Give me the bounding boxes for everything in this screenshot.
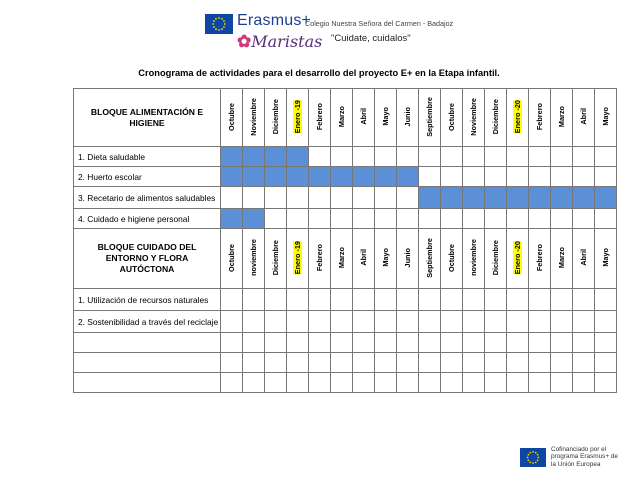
schedule-cell	[485, 353, 507, 373]
month-label: Febrero	[315, 243, 324, 272]
activity-row	[74, 147, 617, 167]
activity-label	[74, 333, 221, 353]
month-label: Enero -20	[513, 99, 522, 134]
month-header	[595, 229, 617, 289]
schedule-cell	[463, 167, 485, 187]
month-label: Abril	[359, 108, 368, 125]
schedule-cell	[551, 289, 573, 311]
schedule-cell	[485, 333, 507, 353]
schedule-cell	[397, 289, 419, 311]
schedule-cell	[529, 147, 551, 167]
month-label: Diciembre	[491, 98, 500, 135]
block-header-row	[74, 89, 617, 147]
schedule-cell	[221, 289, 243, 311]
month-label: Marzo	[337, 246, 346, 269]
schedule-cell	[265, 311, 287, 333]
schedule-cell	[573, 353, 595, 373]
schedule-cell	[419, 373, 441, 393]
schedule-cell	[595, 333, 617, 353]
schedule-cell	[485, 289, 507, 311]
month-header	[573, 89, 595, 147]
month-header	[441, 89, 463, 147]
month-label: Febrero	[315, 102, 324, 131]
month-label: Enero -19	[293, 99, 302, 134]
erasmus-logo-text: Erasmus+	[237, 12, 312, 29]
schedule-cell	[353, 209, 375, 229]
schedule-cell	[331, 209, 353, 229]
schedule-cell-active	[221, 167, 243, 187]
schedule-cell	[463, 353, 485, 373]
eu-flag-icon	[205, 14, 233, 34]
schedule-cell	[507, 311, 529, 333]
month-header	[353, 89, 375, 147]
schedule-cell	[265, 209, 287, 229]
month-header	[595, 89, 617, 147]
schedule-cell	[287, 333, 309, 353]
month-header	[265, 89, 287, 147]
month-label: Abril	[579, 249, 588, 266]
schedule-cell	[463, 373, 485, 393]
schedule-cell	[573, 147, 595, 167]
month-header	[507, 89, 529, 147]
schedule-cell	[507, 167, 529, 187]
schedule-cell	[551, 373, 573, 393]
month-label: Octubre	[227, 102, 236, 131]
schedule-cell	[441, 209, 463, 229]
schedule-cell	[397, 353, 419, 373]
schedule-cell	[331, 147, 353, 167]
schedule-cell	[309, 353, 331, 373]
month-label: Marzo	[557, 105, 566, 128]
activity-row	[74, 167, 617, 187]
schedule-cell	[419, 209, 441, 229]
schedule-cell	[221, 333, 243, 353]
schedule-cell	[287, 187, 309, 209]
schedule-cell	[551, 209, 573, 229]
schedule-cell	[551, 311, 573, 333]
schedule-cell	[243, 311, 265, 333]
schedule-cell	[529, 333, 551, 353]
month-header	[375, 229, 397, 289]
activity-label: 4. Cuidado e higiene personal	[74, 209, 221, 229]
activity-row	[74, 353, 617, 373]
month-header	[397, 89, 419, 147]
schedule-cell	[221, 353, 243, 373]
month-label: Marzo	[337, 105, 346, 128]
cofinanced-text: Cofinanciado por el programa Erasmus+ de la Unión Europea	[551, 446, 618, 468]
month-header	[265, 229, 287, 289]
schedule-cell	[331, 373, 353, 393]
activity-label: 2. Sostenibilidad a través del reciclaje	[74, 311, 221, 333]
schedule-cell	[419, 311, 441, 333]
month-header	[331, 229, 353, 289]
schedule-cell-active	[221, 209, 243, 229]
schedule-cell-active	[397, 167, 419, 187]
schedule-cell	[287, 209, 309, 229]
schedule-cell	[485, 373, 507, 393]
schedule-cell-active	[287, 167, 309, 187]
schedule-cell	[397, 147, 419, 167]
schedule-cell	[463, 289, 485, 311]
schedule-cell	[375, 373, 397, 393]
schedule-cell	[265, 289, 287, 311]
schedule-cell-active	[463, 187, 485, 209]
schedule-cell	[309, 289, 331, 311]
schedule-cell-active	[309, 167, 331, 187]
schedule-cell-active	[529, 187, 551, 209]
maristas-logo	[237, 32, 322, 52]
schedule-cell	[375, 333, 397, 353]
schedule-cell	[595, 147, 617, 167]
schedule-cell	[595, 373, 617, 393]
month-header	[397, 229, 419, 289]
schedule-cell	[287, 373, 309, 393]
schedule-cell	[287, 353, 309, 373]
month-header	[287, 89, 309, 147]
month-header	[353, 229, 375, 289]
schedule-cell	[243, 289, 265, 311]
schedule-cell-active	[221, 147, 243, 167]
schedule-cell	[463, 333, 485, 353]
schedule-cell	[529, 311, 551, 333]
month-label: Septiembre	[425, 96, 434, 137]
schedule-cell	[331, 353, 353, 373]
schedule-cell	[397, 311, 419, 333]
schedule-cell	[375, 353, 397, 373]
schedule-cell	[243, 353, 265, 373]
schedule-cell	[287, 311, 309, 333]
schedule-cell	[243, 373, 265, 393]
month-header	[287, 229, 309, 289]
schedule-cell-active	[595, 187, 617, 209]
schedule-cell	[595, 353, 617, 373]
month-label: Mayo	[601, 248, 610, 267]
month-label: Octubre	[447, 243, 456, 272]
schedule-cell	[243, 187, 265, 209]
maristas-mark-icon: ✿	[237, 32, 252, 52]
month-label: Junio	[403, 247, 412, 268]
month-header	[243, 89, 265, 147]
schedule-cell-active	[331, 167, 353, 187]
schedule-cell	[507, 209, 529, 229]
schedule-cell	[331, 311, 353, 333]
schedule-cell	[221, 373, 243, 393]
month-label: Enero -20	[513, 240, 522, 275]
schedule-cell	[331, 289, 353, 311]
schedule-cell	[507, 289, 529, 311]
schedule-cell	[573, 333, 595, 353]
schedule-cell	[463, 209, 485, 229]
schedule-cell	[309, 333, 331, 353]
schedule-cell	[441, 311, 463, 333]
schedule-cell	[573, 167, 595, 187]
block-title: BLOQUE CUIDADO DEL ENTORNO Y FLORA AUTÓCTONA	[74, 229, 221, 289]
activity-row	[74, 311, 617, 333]
schedule-cell	[419, 289, 441, 311]
schedule-cell	[397, 333, 419, 353]
schedule-cell	[309, 147, 331, 167]
schedule-cell	[419, 333, 441, 353]
month-header	[573, 229, 595, 289]
month-header	[485, 89, 507, 147]
month-header	[507, 229, 529, 289]
schedule-cell-active	[419, 187, 441, 209]
schedule-cell	[573, 311, 595, 333]
schedule-cell	[573, 289, 595, 311]
activity-label	[74, 373, 221, 393]
month-header	[419, 89, 441, 147]
month-label: Junio	[403, 106, 412, 127]
month-label: Octubre	[227, 243, 236, 272]
month-label: Mayo	[381, 248, 390, 267]
schedule-cell	[375, 187, 397, 209]
schedule-cell	[529, 289, 551, 311]
schedule-cell	[463, 147, 485, 167]
schedule-cell	[551, 333, 573, 353]
month-label: Noviembre	[249, 97, 258, 136]
schedule-cell	[221, 187, 243, 209]
schedule-cell-active	[573, 187, 595, 209]
schedule-cell	[265, 333, 287, 353]
schedule-table	[73, 88, 617, 393]
schedule-cell	[485, 209, 507, 229]
schedule-cell	[529, 209, 551, 229]
schedule-cell	[463, 311, 485, 333]
month-label: Diciembre	[271, 98, 280, 135]
month-label: Abril	[359, 249, 368, 266]
month-header	[463, 89, 485, 147]
schedule-cell	[507, 353, 529, 373]
schedule-cell	[595, 289, 617, 311]
page-title: Cronograma de actividades para el desarrollo del proyecto E+ en la Etapa infantil.	[138, 68, 500, 78]
activity-label: 3. Recetario de alimentos saludables	[74, 187, 221, 209]
month-label: Abril	[579, 108, 588, 125]
schedule-cell	[485, 311, 507, 333]
schedule-cell	[331, 333, 353, 353]
schedule-cell	[441, 333, 463, 353]
month-label: Septiembre	[425, 237, 434, 278]
activity-label: 1. Dieta saludable	[74, 147, 221, 167]
month-label: noviembre	[249, 239, 258, 276]
schedule-cell	[595, 311, 617, 333]
month-label: Noviembre	[469, 97, 478, 136]
schedule-cell	[265, 373, 287, 393]
month-label: Diciembre	[271, 239, 280, 276]
schedule-cell	[529, 167, 551, 187]
schedule-cell	[375, 289, 397, 311]
schedule-cell	[375, 209, 397, 229]
month-header	[529, 89, 551, 147]
schedule-cell	[441, 353, 463, 373]
block-header-row	[74, 229, 617, 289]
activity-label: 2. Huerto escolar	[74, 167, 221, 187]
schedule-cell	[595, 209, 617, 229]
schedule-cell	[397, 209, 419, 229]
month-label: Mayo	[381, 107, 390, 126]
schedule-cell	[573, 209, 595, 229]
activity-row	[74, 209, 617, 229]
schedule-cell-active	[441, 187, 463, 209]
activity-row	[74, 333, 617, 353]
schedule-cell-active	[287, 147, 309, 167]
month-label: Febrero	[535, 243, 544, 272]
schedule-cell	[573, 373, 595, 393]
activity-row	[74, 373, 617, 393]
schedule-cell-active	[243, 147, 265, 167]
schedule-cell	[353, 373, 375, 393]
schedule-cell	[397, 373, 419, 393]
schedule-cell-active	[485, 187, 507, 209]
schedule-cell	[507, 147, 529, 167]
month-header	[485, 229, 507, 289]
schedule-cell	[353, 289, 375, 311]
month-label: noviembre	[469, 239, 478, 276]
month-label: Mayo	[601, 107, 610, 126]
month-header	[463, 229, 485, 289]
schedule-cell	[375, 311, 397, 333]
schedule-cell	[441, 289, 463, 311]
schedule-cell	[551, 167, 573, 187]
month-header	[243, 229, 265, 289]
schedule-cell	[353, 147, 375, 167]
month-label: Octubre	[447, 102, 456, 131]
schedule-cell	[529, 353, 551, 373]
schedule-cell	[309, 373, 331, 393]
schedule-cell-active	[551, 187, 573, 209]
schedule-cell-active	[375, 167, 397, 187]
schedule-cell	[529, 373, 551, 393]
month-header	[551, 229, 573, 289]
schedule-cell	[353, 187, 375, 209]
schedule-cell	[441, 373, 463, 393]
schedule-cell	[375, 147, 397, 167]
schedule-cell	[419, 353, 441, 373]
schedule-cell-active	[507, 187, 529, 209]
schedule-cell	[287, 289, 309, 311]
slogan: "Cuidate, cuidalos"	[331, 33, 411, 44]
schedule-cell	[485, 167, 507, 187]
schedule-cell	[441, 167, 463, 187]
schedule-cell-active	[265, 167, 287, 187]
schedule-cell-active	[353, 167, 375, 187]
month-header	[221, 229, 243, 289]
schedule-cell	[551, 353, 573, 373]
month-header	[419, 229, 441, 289]
schedule-cell	[221, 311, 243, 333]
schedule-cell	[485, 147, 507, 167]
schedule-cell	[551, 147, 573, 167]
month-header	[375, 89, 397, 147]
schedule-cell	[265, 353, 287, 373]
schedule-cell	[507, 373, 529, 393]
school-name: Colegio Nuestra Señora del Carmen - Badajoz	[305, 19, 454, 28]
schedule-cell	[353, 333, 375, 353]
schedule-cell	[353, 311, 375, 333]
month-header	[331, 89, 353, 147]
schedule-cell	[243, 333, 265, 353]
schedule-cell	[419, 147, 441, 167]
month-header	[529, 229, 551, 289]
activity-row	[74, 187, 617, 209]
schedule-cell	[331, 187, 353, 209]
month-header	[309, 229, 331, 289]
month-label: Enero -19	[293, 240, 302, 275]
schedule-cell	[309, 209, 331, 229]
month-label: Diciembre	[491, 239, 500, 276]
schedule-cell	[309, 311, 331, 333]
schedule-cell	[419, 167, 441, 187]
month-header	[441, 229, 463, 289]
schedule-cell	[441, 147, 463, 167]
schedule-cell-active	[243, 209, 265, 229]
month-header	[551, 89, 573, 147]
activity-label	[74, 353, 221, 373]
schedule-cell	[353, 353, 375, 373]
activity-row	[74, 289, 617, 311]
schedule-cell	[507, 333, 529, 353]
activity-label: 1. Utilización de recursos naturales	[74, 289, 221, 311]
schedule-cell-active	[243, 167, 265, 187]
maristas-logo-text: Maristas	[251, 32, 323, 51]
block-title: BLOQUE ALIMENTACIÓN E HIGIENE	[74, 89, 221, 147]
month-header	[221, 89, 243, 147]
schedule-cell	[309, 187, 331, 209]
month-header	[309, 89, 331, 147]
eu-flag-footer-icon	[520, 448, 546, 467]
schedule-cell-active	[265, 147, 287, 167]
schedule-cell	[397, 187, 419, 209]
schedule-cell	[265, 187, 287, 209]
month-label: Marzo	[557, 246, 566, 269]
schedule-cell	[595, 167, 617, 187]
month-label: Febrero	[535, 102, 544, 131]
